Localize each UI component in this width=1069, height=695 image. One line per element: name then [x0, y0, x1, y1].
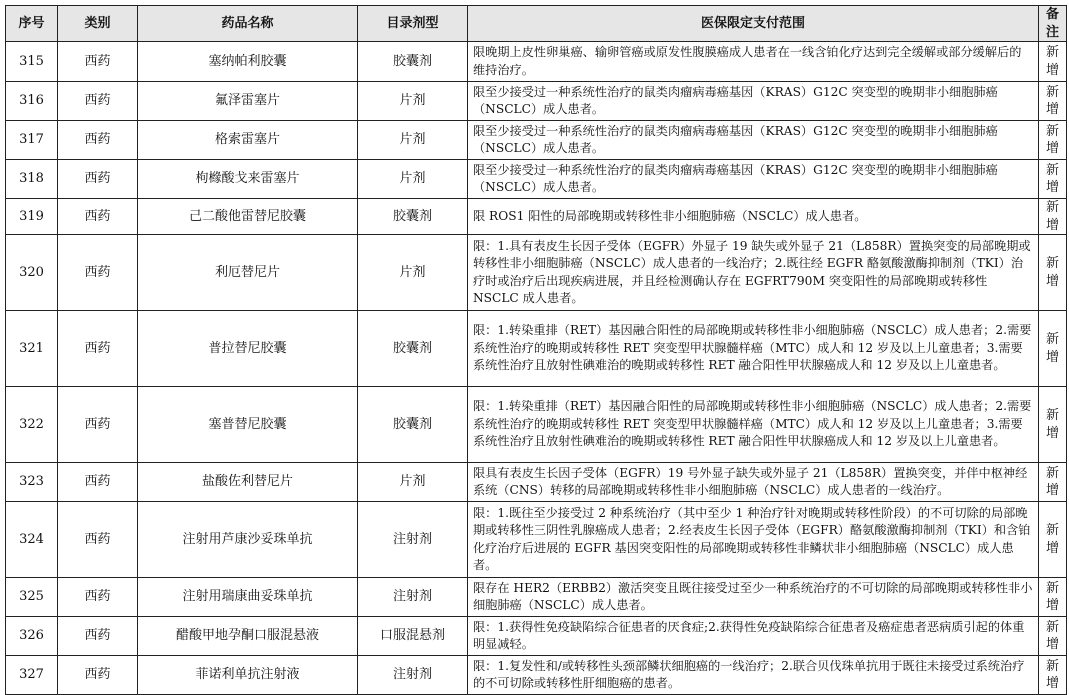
- table-row: [6, 235, 1067, 311]
- header-note: 备注: [1039, 6, 1067, 42]
- cell-scope: 限晚期上皮性卵巢癌、输卵管癌或原发性腹膜癌成人患者在一线含铂化疗达到完全缓解或部分缓解后的维持治疗。: [468, 42, 1039, 82]
- cell-no: 319: [6, 199, 58, 235]
- cell-no: 320: [6, 235, 58, 311]
- cell-form: 片剂: [358, 235, 468, 311]
- cell-note: 新增: [1039, 42, 1067, 82]
- cell-scope: 限至少接受过一种系统性治疗的鼠类肉瘤病毒癌基因（KRAS）G12C 突变型的晚期非小细胞肺癌（NSCLC）成人患者。: [468, 121, 1039, 160]
- cell-no: 322: [6, 387, 58, 463]
- cell-name: 塞纳帕利胶囊: [138, 42, 358, 82]
- cell-note: 新增: [1039, 656, 1067, 695]
- cell-note: 新增: [1039, 463, 1067, 502]
- table-row: [6, 502, 1067, 578]
- cell-scope: 限具有表皮生长因子受体（EGFR）19 号外显子缺失或外显子 21（L858R）置换突变，并伴中枢神经系统（CNS）转移的局部晚期或转移性非小细胞肺癌（NSCLC）成人患者的一线治疗。: [468, 463, 1039, 502]
- cell-category: 西药: [58, 463, 138, 502]
- table-header-row: [6, 6, 1067, 42]
- cell-scope: 限 ROS1 阳性的局部晚期或转移性非小细胞肺癌（NSCLC）成人患者。: [468, 199, 1039, 235]
- cell-form: 胶囊剂: [358, 387, 468, 463]
- cell-no: 326: [6, 617, 58, 656]
- cell-scope: 限：1.既往至少接受过 2 种系统治疗（其中至少 1 种治疗针对晚期或转移性阶段）的不可切除的局部晚期或转移性三阴性乳腺癌成人患者；2.经表皮生长因子受体（EGFR）酪氨酸激酶抑制剂（TKI）和含铂化疗治疗后进展的 EGFR 基因突变阳性的局部晚期或转移性非鳞状非小细胞肺癌（NSCLC）成人患者。: [468, 502, 1039, 578]
- cell-name: 氟泽雷塞片: [138, 82, 358, 121]
- header-no: 序号: [6, 6, 58, 42]
- cell-note: 新增: [1039, 199, 1067, 235]
- table-row: [6, 463, 1067, 502]
- header-name: 药品名称: [138, 6, 358, 42]
- cell-note: 新增: [1039, 121, 1067, 160]
- cell-scope: 限：1.复发性和/或转移性头颈部鳞状细胞癌的一线治疗；2.联合贝伐珠单抗用于既往未接受过系统治疗的不可切除或转移性肝细胞癌的患者。: [468, 656, 1039, 695]
- cell-name: 己二酸他雷替尼胶囊: [138, 199, 358, 235]
- cell-no: 316: [6, 82, 58, 121]
- cell-no: 315: [6, 42, 58, 82]
- table-row: [6, 160, 1067, 199]
- cell-name: 醋酸甲地孕酮口服混悬液: [138, 617, 358, 656]
- cell-scope: 限：1.具有表皮生长因子受体（EGFR）外显子 19 缺失或外显子 21（L858R）置换突变的局部晚期或转移性非小细胞肺癌（NSCLC）成人患者的一线治疗；2.既往经 EGFR 酪氨酸激酶抑制剂（TKI）治疗时或治疗后出现疾病进展，并且经检测确认存在 EGFRT790M 突变阳性的局部晚期或转移性 NSCLC 成人患者。: [468, 235, 1039, 311]
- cell-form: 胶囊剂: [358, 199, 468, 235]
- document-page: [5, 5, 1066, 695]
- cell-form: 注射剂: [358, 656, 468, 695]
- cell-form: 注射剂: [358, 578, 468, 617]
- cell-category: 西药: [58, 502, 138, 578]
- table-row: [6, 387, 1067, 463]
- cell-name: 注射用芦康沙妥珠单抗: [138, 502, 358, 578]
- cell-form: 片剂: [358, 82, 468, 121]
- cell-form: 胶囊剂: [358, 311, 468, 387]
- cell-note: 新增: [1039, 311, 1067, 387]
- table-row: [6, 82, 1067, 121]
- cell-name: 利厄替尼片: [138, 235, 358, 311]
- cell-scope: 限至少接受过一种系统性治疗的鼠类肉瘤病毒癌基因（KRAS）G12C 突变型的晚期非小细胞肺癌（NSCLC）成人患者。: [468, 160, 1039, 199]
- table-row: [6, 199, 1067, 235]
- cell-form: 片剂: [358, 121, 468, 160]
- cell-category: 西药: [58, 311, 138, 387]
- header-scope: 医保限定支付范围: [468, 6, 1039, 42]
- cell-name: 塞普替尼胶囊: [138, 387, 358, 463]
- cell-no: 324: [6, 502, 58, 578]
- cell-category: 西药: [58, 121, 138, 160]
- cell-note: 新增: [1039, 235, 1067, 311]
- cell-form: 胶囊剂: [358, 42, 468, 82]
- cell-note: 新增: [1039, 82, 1067, 121]
- cell-name: 普拉替尼胶囊: [138, 311, 358, 387]
- table-row: [6, 617, 1067, 656]
- cell-note: 新增: [1039, 578, 1067, 617]
- cell-form: 口服混悬剂: [358, 617, 468, 656]
- cell-no: 323: [6, 463, 58, 502]
- cell-name: 格索雷塞片: [138, 121, 358, 160]
- table-row: [6, 578, 1067, 617]
- drug-table: [5, 5, 1067, 695]
- cell-form: 片剂: [358, 463, 468, 502]
- cell-form: 注射剂: [358, 502, 468, 578]
- table-row: [6, 42, 1067, 82]
- cell-no: 318: [6, 160, 58, 199]
- cell-category: 西药: [58, 617, 138, 656]
- table-row: [6, 121, 1067, 160]
- cell-category: 西药: [58, 656, 138, 695]
- cell-name: 注射用瑞康曲妥珠单抗: [138, 578, 358, 617]
- cell-name: 菲诺利单抗注射液: [138, 656, 358, 695]
- cell-no: 317: [6, 121, 58, 160]
- cell-scope: 限：1.转染重排（RET）基因融合阳性的局部晚期或转移性非小细胞肺癌（NSCLC）成人患者；2.需要系统性治疗的晚期或转移性 RET 突变型甲状腺髓样癌（MTC）成人和 12 岁及以上儿童患者；3.需要系统性治疗且放射性碘难治的晚期或转移性 RET 融合阳性甲状腺癌成人和 12 岁及以上儿童患者。: [468, 387, 1039, 463]
- cell-note: 新增: [1039, 502, 1067, 578]
- header-category: 类别: [58, 6, 138, 42]
- cell-no: 321: [6, 311, 58, 387]
- cell-note: 新增: [1039, 617, 1067, 656]
- cell-category: 西药: [58, 387, 138, 463]
- cell-name: 盐酸佐利替尼片: [138, 463, 358, 502]
- cell-category: 西药: [58, 199, 138, 235]
- cell-scope: 限：1.获得性免疫缺陷综合征患者的厌食症;2.获得性免疫缺陷综合征患者及癌症患者恶病质引起的体重明显减轻。: [468, 617, 1039, 656]
- table-row: [6, 656, 1067, 695]
- cell-note: 新增: [1039, 160, 1067, 199]
- cell-no: 327: [6, 656, 58, 695]
- table-row: [6, 311, 1067, 387]
- cell-scope: 限至少接受过一种系统性治疗的鼠类肉瘤病毒癌基因（KRAS）G12C 突变型的晚期非小细胞肺癌（NSCLC）成人患者。: [468, 82, 1039, 121]
- cell-note: 新增: [1039, 387, 1067, 463]
- header-form: 目录剂型: [358, 6, 468, 42]
- cell-name: 枸橼酸戈来雷塞片: [138, 160, 358, 199]
- cell-scope: 限存在 HER2（ERBB2）激活突变且既往接受过至少一种系统治疗的不可切除的局部晚期或转移性非小细胞肺癌（NSCLC）成人患者。: [468, 578, 1039, 617]
- cell-no: 325: [6, 578, 58, 617]
- cell-category: 西药: [58, 42, 138, 82]
- cell-category: 西药: [58, 578, 138, 617]
- cell-form: 片剂: [358, 160, 468, 199]
- cell-category: 西药: [58, 235, 138, 311]
- cell-category: 西药: [58, 160, 138, 199]
- cell-scope: 限：1.转染重排（RET）基因融合阳性的局部晚期或转移性非小细胞肺癌（NSCLC）成人患者；2.需要系统性治疗的晚期或转移性 RET 突变型甲状腺髓样癌（MTC）成人和 12 岁及以上儿童患者；3.需要系统性治疗且放射性碘难治的晚期或转移性 RET 融合阳性甲状腺癌成人和 12 岁及以上儿童患者。: [468, 311, 1039, 387]
- cell-category: 西药: [58, 82, 138, 121]
